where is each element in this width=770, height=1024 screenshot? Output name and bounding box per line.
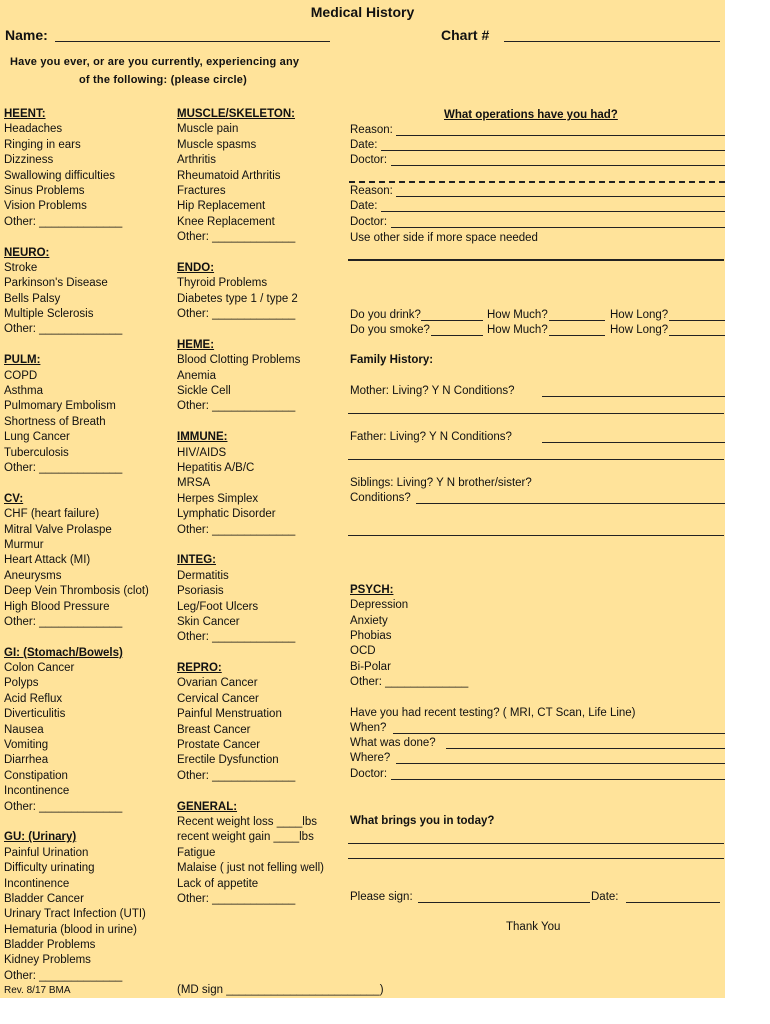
spacer (4, 338, 149, 353)
doctor-label-1: Doctor: (350, 154, 388, 166)
section-heading: REPRO: (177, 662, 222, 675)
condition-item[interactable]: Prostate Cancer (177, 739, 261, 752)
revision-note: Rev. 8/17 BMA (4, 985, 71, 996)
name-field[interactable] (55, 41, 330, 42)
condition-item[interactable]: Leg/Foot Ulcers (177, 600, 259, 613)
family-history-title: Family History: (350, 354, 434, 366)
condition-item[interactable]: Heart Attack (MI) (4, 554, 91, 567)
condition-item[interactable]: Diverticulitis (4, 708, 66, 721)
spacer (177, 246, 324, 261)
psych-item: Anxiety (350, 615, 388, 627)
mother-field-2[interactable] (348, 413, 724, 414)
condition-item[interactable]: Vomiting (4, 739, 49, 752)
spacer (177, 322, 324, 337)
siblings-conditions-label: Conditions? (350, 492, 411, 504)
condition-item[interactable]: Skin Cancer (177, 615, 240, 628)
siblings-label: Siblings: Living? Y N brother/sister? (350, 477, 532, 489)
condition-item[interactable]: Swallowing difficulties (4, 169, 116, 182)
condition-item[interactable]: recent weight gain ____lbs (177, 831, 314, 844)
condition-item[interactable]: Bells Palsy (4, 292, 61, 305)
drink-how-much-field[interactable] (549, 320, 605, 321)
smoke-how-much-field[interactable] (549, 335, 605, 336)
condition-item[interactable]: Psoriasis (177, 585, 224, 598)
condition-item[interactable]: Incontinence (4, 785, 70, 798)
date-label-1: Date: (350, 139, 378, 151)
condition-item[interactable]: Arthritis (177, 154, 216, 167)
section-heading: GU: (Urinary) (4, 831, 77, 844)
condition-item[interactable]: Muscle pain (177, 123, 239, 136)
smoke-how-much-label: How Much? (487, 324, 548, 336)
section-heading: ENDO: (177, 261, 215, 274)
condition-item[interactable]: High Blood Pressure (4, 600, 110, 613)
condition-item[interactable]: Sinus Problems (4, 184, 85, 197)
condition-item[interactable]: Erectile Dysfunction (177, 754, 279, 767)
doctor-label-2: Doctor: (350, 216, 388, 228)
section-heading: GI: (Stomach/Bowels) (4, 646, 123, 659)
psych-other[interactable]: Other: _____________ (350, 676, 469, 688)
condition-item[interactable]: MRSA (177, 477, 211, 490)
condition-item[interactable]: Diabetes type 1 / type 2 (177, 292, 298, 305)
testing-doctor-label: Doctor: (350, 768, 388, 780)
testing-where-field[interactable] (396, 763, 725, 764)
symptom-column-1 (4, 107, 149, 984)
condition-item[interactable]: Cervical Cancer (177, 692, 259, 705)
condition-item[interactable]: COPD (4, 369, 38, 382)
drink-field[interactable] (421, 320, 483, 321)
date-label-2: Date: (350, 200, 378, 212)
condition-item[interactable]: Pulmomary Embolism (4, 400, 116, 413)
father-label: Father: Living? Y N Conditions? (350, 431, 512, 443)
father-field-2[interactable] (348, 459, 724, 460)
reason-field-2[interactable] (396, 196, 725, 197)
condition-item[interactable]: Recent weight loss ____lbs (177, 815, 317, 828)
visit-question: What brings you in today? (350, 815, 495, 827)
sign-date-field[interactable] (626, 902, 720, 903)
condition-item[interactable]: Incontinence (4, 877, 70, 890)
condition-item[interactable]: Sickle Cell (177, 385, 231, 398)
condition-item[interactable]: Bladder Problems (4, 939, 96, 952)
drink-how-long-label: How Long? (610, 309, 669, 321)
testing-when-label: When? (350, 722, 387, 734)
condition-item[interactable]: Polyps (4, 677, 39, 690)
reason-field-1[interactable] (396, 135, 725, 136)
psych-title: PSYCH: (350, 584, 394, 596)
section-heading: INTEG: (177, 554, 216, 567)
condition-item[interactable]: Ovarian Cancer (177, 677, 258, 690)
chart-label: Chart # (441, 27, 490, 43)
condition-item[interactable]: Headaches (4, 123, 63, 136)
other-field[interactable]: Other: _____________ (177, 523, 296, 536)
section-heading: HEENT: (4, 108, 46, 120)
condition-item[interactable]: Hematuria (blood in urine) (4, 923, 137, 936)
father-field[interactable] (542, 442, 725, 443)
sign-date-label: Date: (591, 891, 619, 903)
condition-item[interactable]: Mitral Valve Prolaspe (4, 523, 112, 536)
spacer (4, 815, 149, 830)
section-heading: NEURO: (4, 246, 50, 259)
mother-label: Mother: Living? Y N Conditions? (350, 385, 515, 397)
symptom-column-2 (177, 107, 324, 907)
condition-item[interactable]: Rheumatoid Arthritis (177, 169, 281, 182)
smoke-how-long-label: How Long? (610, 324, 669, 336)
condition-item[interactable]: Knee Replacement (177, 215, 275, 228)
smoke-label: Do you smoke? (350, 324, 430, 336)
other-field[interactable]: Other: _____________ (177, 892, 296, 905)
operations-title: What operations have you had? (444, 109, 618, 121)
drink-label: Do you drink? (350, 309, 421, 321)
condition-item[interactable]: Murmur (4, 538, 44, 551)
doctor-field-1[interactable] (391, 165, 725, 166)
condition-item[interactable]: Lack of appetite (177, 877, 259, 890)
condition-item[interactable]: HIV/AIDS (177, 446, 227, 459)
condition-item[interactable]: Thyroid Problems (177, 277, 268, 290)
condition-item[interactable]: Deep Vein Thrombosis (clot) (4, 585, 149, 598)
condition-item[interactable]: Breast Cancer (177, 723, 251, 736)
condition-item[interactable]: Ringing in ears (4, 138, 81, 151)
condition-item[interactable]: Hepatitis A/B/C (177, 461, 255, 474)
condition-item[interactable]: Dizziness (4, 154, 54, 167)
other-field[interactable]: Other: _____________ (177, 631, 296, 644)
section-heading: IMMUNE: (177, 431, 228, 444)
condition-item[interactable]: Lung Cancer (4, 431, 70, 444)
instruction-line-1: Have you ever, or are you currently, experiencing any (10, 56, 300, 68)
instruction-line-2: of the following: (please circle) (79, 74, 247, 86)
reason-label-2: Reason: (350, 185, 393, 197)
condition-item[interactable]: Multiple Sclerosis (4, 308, 94, 321)
other-field[interactable]: Other: _____________ (4, 615, 123, 628)
visit-reason-field-2[interactable] (348, 858, 724, 859)
spacer (4, 476, 149, 491)
condition-item[interactable]: Asthma (4, 385, 43, 398)
condition-item[interactable]: CHF (heart failure) (4, 508, 100, 521)
condition-item[interactable]: Muscle spasms (177, 138, 257, 151)
condition-item[interactable]: Herpes Simplex (177, 492, 259, 505)
other-field[interactable]: Other: _____________ (4, 969, 123, 982)
smoke-how-long-field[interactable] (669, 335, 725, 336)
other-field[interactable]: Other: _____________ (177, 400, 296, 413)
condition-item[interactable]: Stroke (4, 261, 38, 274)
section-heading: CV: (4, 492, 24, 505)
condition-item[interactable]: Tuberculosis (4, 446, 69, 459)
condition-item[interactable]: Anemia (177, 369, 216, 382)
other-field[interactable]: Other: _____________ (4, 461, 123, 474)
condition-item[interactable]: Acid Reflux (4, 692, 63, 705)
psych-item: Phobias (350, 630, 392, 642)
condition-item[interactable]: Fatigue (177, 846, 216, 859)
testing-what-field[interactable] (446, 748, 725, 749)
testing-question: Have you had recent testing? ( MRI, CT Scan, Life Line) (350, 707, 636, 719)
condition-item[interactable]: Parkinson's Disease (4, 277, 108, 290)
sign-label: Please sign: (350, 891, 413, 903)
testing-where-label: Where? (350, 752, 391, 764)
spacer (177, 646, 324, 661)
testing-when-field[interactable] (393, 733, 725, 734)
siblings-conditions-field-2[interactable] (348, 535, 724, 536)
section-heading: MUSCLE/SKELETON: (177, 108, 295, 120)
condition-item[interactable]: Aneurysms (4, 569, 62, 582)
condition-item[interactable]: Diarrhea (4, 754, 49, 767)
condition-item[interactable]: Difficulty urinating (4, 862, 95, 875)
chart-number-field[interactable] (504, 41, 720, 42)
spacer (177, 784, 324, 799)
visit-reason-field-1[interactable] (348, 843, 724, 844)
condition-item[interactable]: Dermatitis (177, 569, 229, 582)
date-field-2[interactable] (381, 211, 725, 212)
operations-separator (349, 181, 725, 183)
condition-item[interactable]: Painful Menstruation (177, 708, 282, 721)
spacer (177, 415, 324, 430)
condition-item[interactable]: Colon Cancer (4, 662, 75, 675)
name-label: Name: (5, 27, 48, 43)
condition-item[interactable]: Nausea (4, 723, 44, 736)
condition-item[interactable]: Blood Clotting Problems (177, 354, 301, 367)
doctor-field-2[interactable] (391, 227, 725, 228)
section-heading: HEME: (177, 338, 215, 351)
siblings-conditions-field[interactable] (416, 503, 725, 504)
condition-item[interactable]: Bladder Cancer (4, 892, 84, 905)
condition-item[interactable]: Shortness of Breath (4, 415, 106, 428)
condition-item[interactable]: Hip Replacement (177, 200, 266, 213)
other-field[interactable]: Other: _____________ (177, 769, 296, 782)
psych-item: Depression (350, 599, 409, 611)
psych-item: OCD (350, 645, 376, 657)
mother-field[interactable] (542, 396, 725, 397)
date-field-1[interactable] (381, 150, 725, 151)
other-field[interactable]: Other: _____________ (4, 323, 123, 336)
other-field[interactable]: Other: _____________ (177, 231, 296, 244)
spacer (177, 538, 324, 553)
more-space-note: Use other side if more space needed (350, 232, 538, 244)
section-heading: PULM: (4, 354, 41, 367)
drink-how-long-field[interactable] (669, 320, 725, 321)
condition-item[interactable]: Kidney Problems (4, 954, 91, 967)
other-field[interactable]: Other: _____________ (4, 800, 123, 813)
testing-what-label: What was done? (350, 737, 436, 749)
testing-doctor-field[interactable] (391, 779, 725, 780)
form-title: Medical History (310, 4, 415, 20)
condition-item[interactable]: Lymphatic Disorder (177, 508, 276, 521)
condition-item[interactable]: Urinary Tract Infection (UTI) (4, 908, 146, 921)
smoke-field[interactable] (431, 335, 483, 336)
signature-field[interactable] (418, 902, 590, 903)
other-field[interactable]: Other: _____________ (4, 215, 123, 228)
spacer (4, 230, 149, 245)
condition-item[interactable]: Painful Urination (4, 846, 89, 859)
other-field[interactable]: Other: _____________ (177, 308, 296, 321)
operations-end-line (348, 259, 724, 261)
condition-item[interactable]: Malaise ( just not felling well) (177, 862, 325, 875)
md-signature[interactable]: (MD sign ________________________) (177, 984, 384, 996)
condition-item[interactable]: Constipation (4, 769, 68, 782)
section-heading: GENERAL: (177, 800, 238, 813)
drink-how-much-label: How Much? (487, 309, 548, 321)
condition-item[interactable]: Fractures (177, 184, 226, 197)
psych-item: Bi-Polar (350, 661, 391, 673)
reason-label-1: Reason: (350, 124, 393, 136)
condition-item[interactable]: Vision Problems (4, 200, 87, 213)
thank-you: Thank You (506, 921, 561, 933)
spacer (4, 630, 149, 645)
